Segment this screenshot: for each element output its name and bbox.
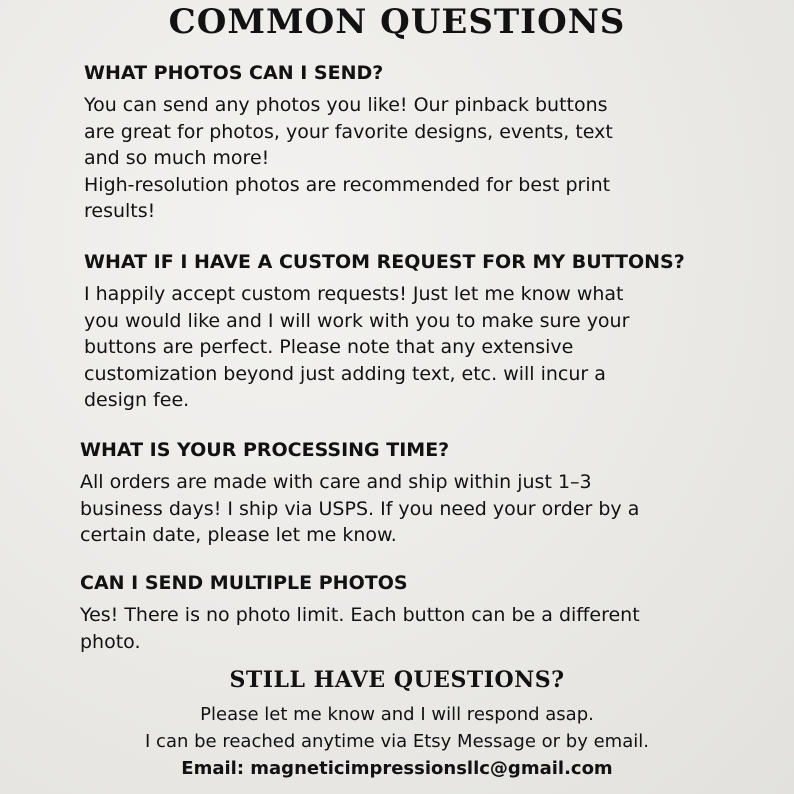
answer-line: certain date, please let me know. <box>80 524 397 546</box>
faq-item-custom-request <box>84 249 774 414</box>
answer-line: results! <box>84 200 156 222</box>
faq-item-photos <box>84 60 774 225</box>
page-title: COMMON QUESTIONS <box>168 2 626 42</box>
answer-line: All orders are made with care and ship within just 1–3 <box>80 471 592 493</box>
answer-line: I happily accept custom requests! Just let me know what <box>84 283 624 305</box>
faq-question: WHAT IS YOUR PROCESSING TIME? <box>80 439 450 461</box>
faq-answer <box>84 281 774 414</box>
contact-line: Please let me know and I will respond asap. <box>200 704 594 725</box>
faq-answer <box>80 602 770 655</box>
answer-line: customization beyond just adding text, etc. will incur a <box>84 362 606 385</box>
answer-line: you would like and I will work with you to make sure your <box>84 309 630 332</box>
answer-line: design fee. <box>84 389 190 411</box>
faq-question: WHAT PHOTOS CAN I SEND? <box>84 62 384 84</box>
answer-line: photo. <box>80 630 141 653</box>
answer-line: You can send any photos you like! Our pinback buttons <box>84 94 608 116</box>
faq-question: CAN I SEND MULTIPLE PHOTOS <box>80 572 408 594</box>
faq-question: WHAT IF I HAVE A CUSTOM REQUEST FOR MY BUTTONS? <box>84 251 685 273</box>
faq-answer <box>84 92 774 225</box>
contact-email: Email: magneticimpressionsllc@gmail.com <box>181 758 613 779</box>
faq-item-processing-time <box>80 437 770 549</box>
answer-line: High-resolution photos are recommended for best print <box>84 173 611 196</box>
answer-line: Yes! There is no photo limit. Each button can be a different <box>80 604 640 626</box>
contact-heading: STILL HAVE QUESTIONS? <box>229 667 565 693</box>
answer-line: buttons are perfect. Please note that any extensive <box>84 336 574 358</box>
faq-answer <box>80 469 770 549</box>
contact-section <box>0 665 794 782</box>
faq-item-multiple-photos <box>80 570 770 655</box>
contact-line: I can be reached anytime via Etsy Message or by email. <box>145 731 649 752</box>
answer-line: are great for photos, your favorite designs, events, text <box>84 120 613 143</box>
answer-line: business days! I ship via USPS. If you need your order by a <box>80 497 640 520</box>
answer-line: and so much more! <box>84 147 270 169</box>
